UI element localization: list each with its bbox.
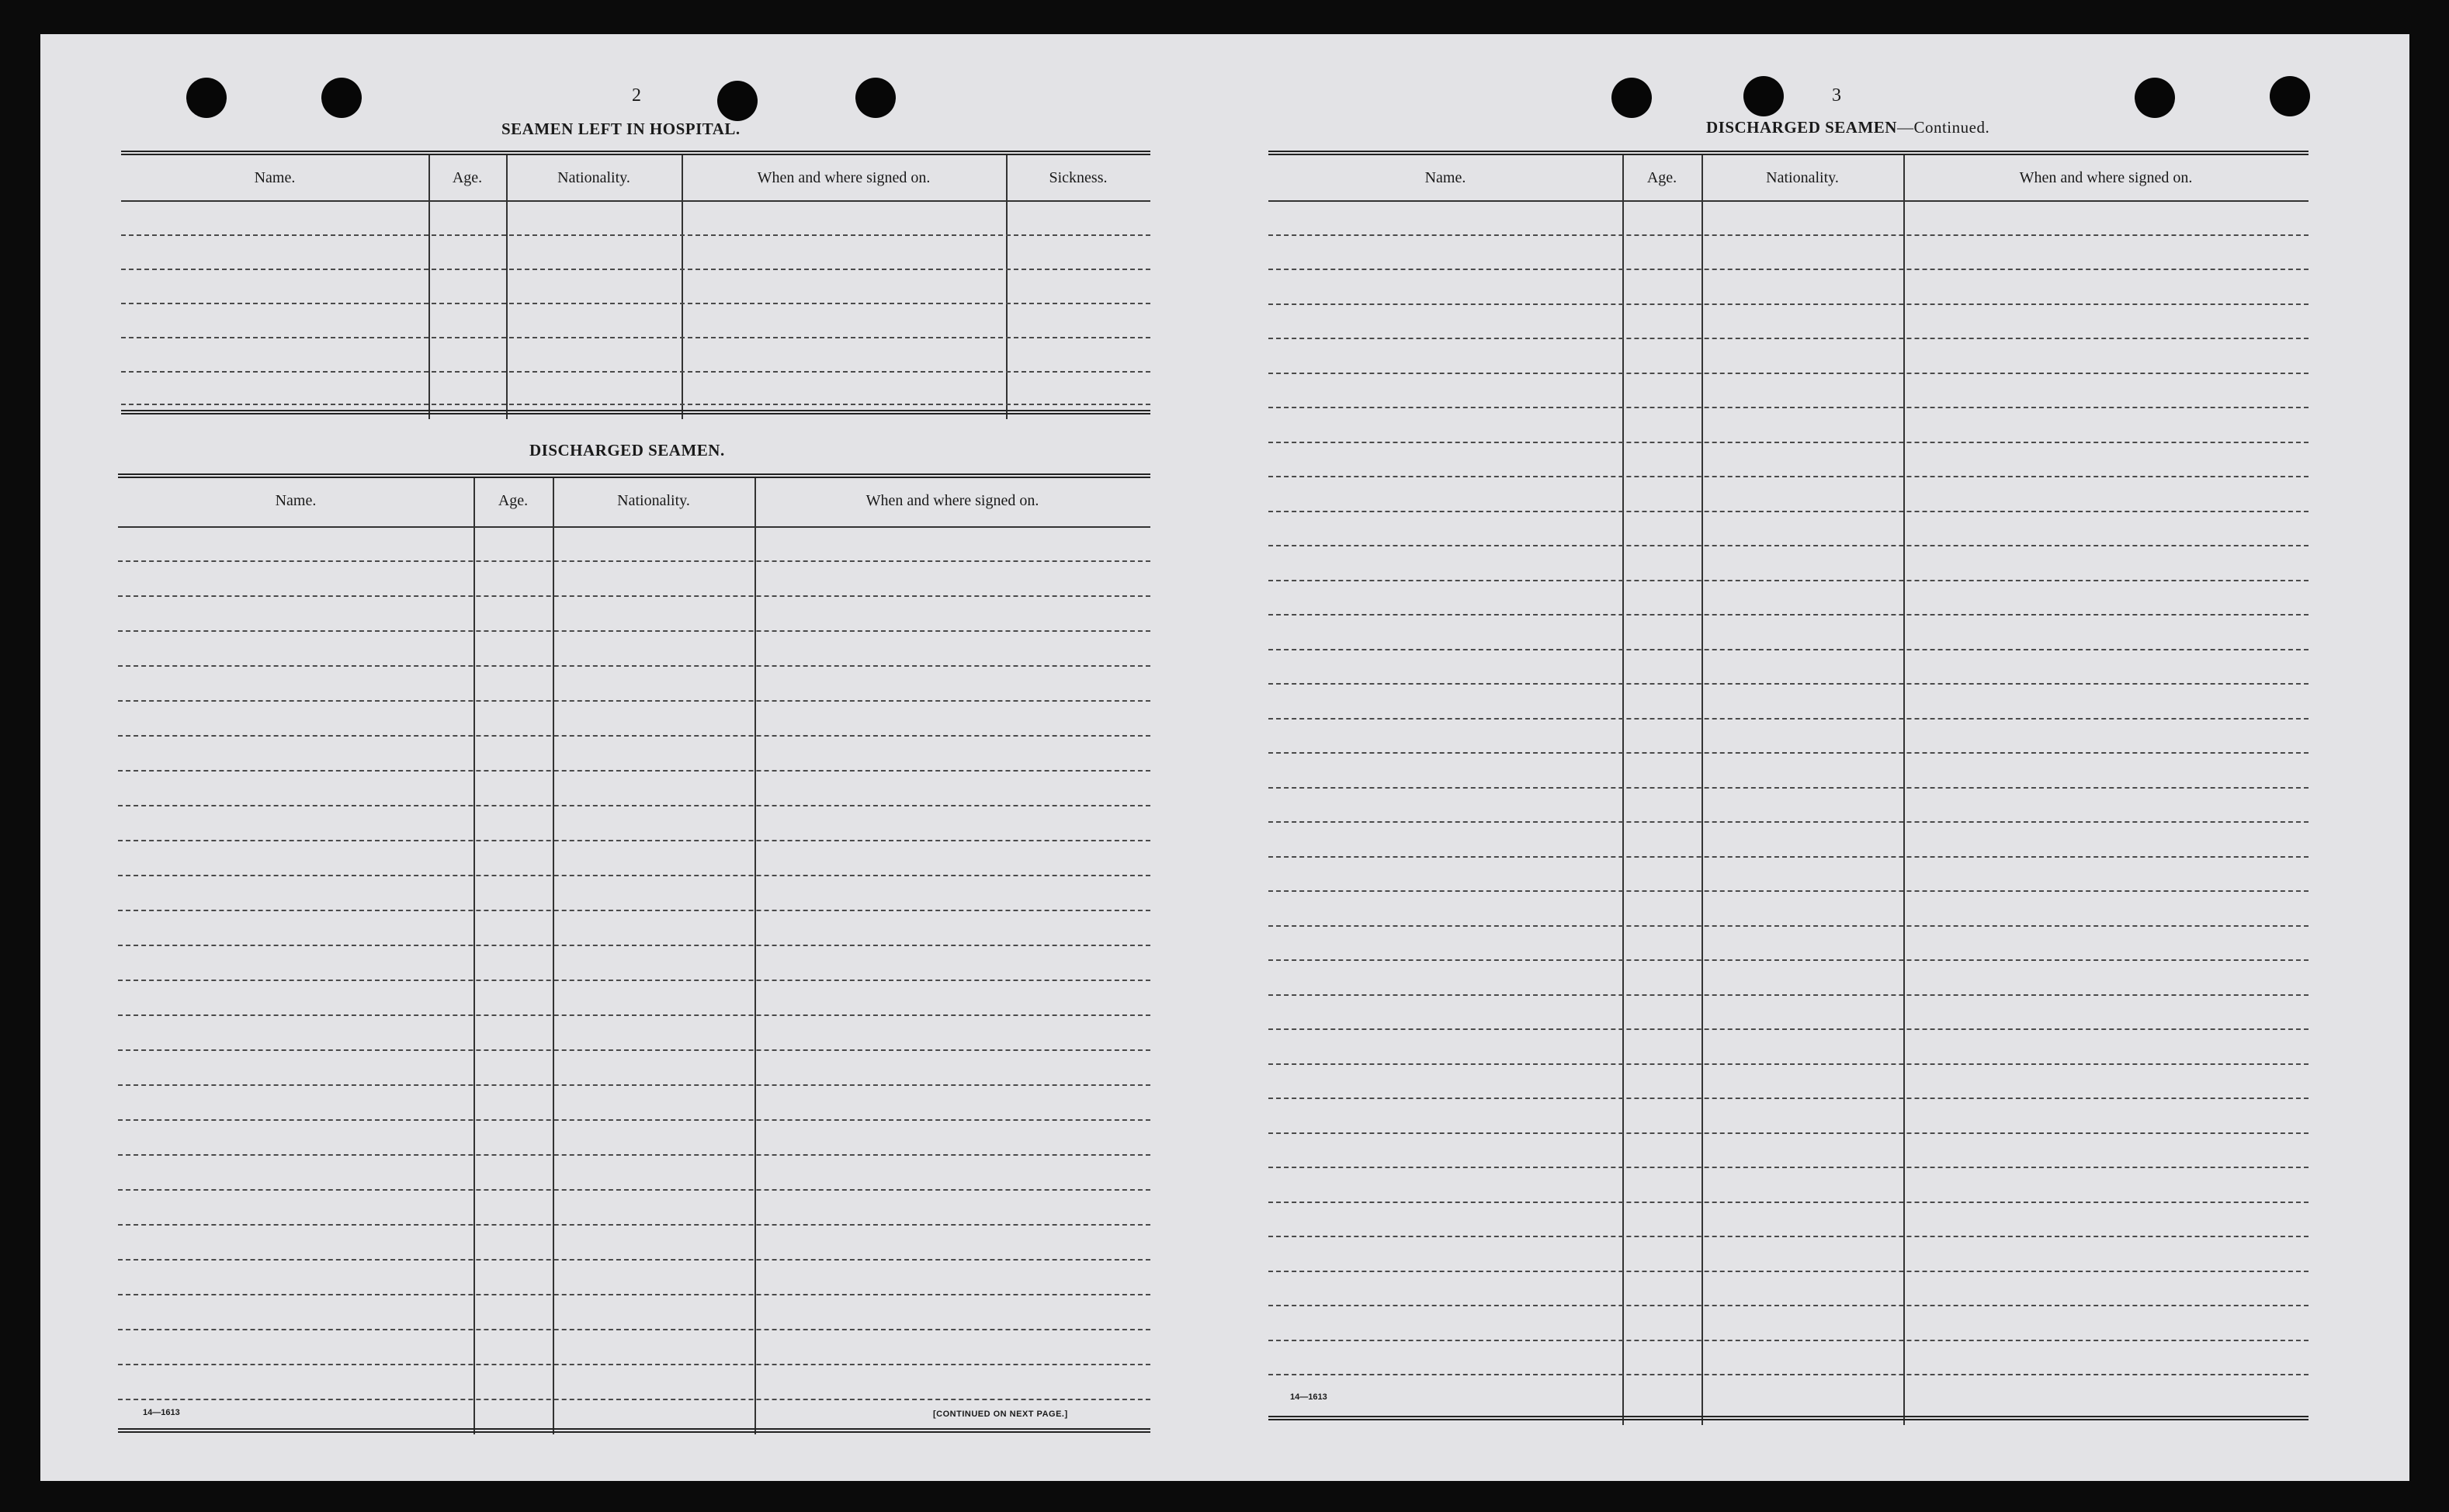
table-row <box>118 1084 1150 1086</box>
punch-hole <box>1611 78 1652 118</box>
column-divider <box>506 155 508 419</box>
table-row <box>1268 545 2309 546</box>
punch-hole <box>717 81 758 121</box>
column-header-nationality: Nationality. <box>1766 169 1839 186</box>
punch-hole <box>1743 76 1784 116</box>
punch-hole <box>2135 78 2175 118</box>
table-row <box>1268 994 2309 996</box>
punch-hole <box>321 78 362 118</box>
table-row <box>1268 683 2309 685</box>
hospital-section-title: SEAMEN LEFT IN HOSPITAL. <box>501 120 741 138</box>
form-sheet <box>40 34 2409 1481</box>
table-row <box>1268 1132 2309 1134</box>
column-divider <box>553 478 554 1434</box>
discharged-continued-title-main: DISCHARGED SEAMEN <box>1706 118 1897 137</box>
hospital-table <box>121 151 1150 425</box>
continued-note: [CONTINUED ON NEXT PAGE.] <box>933 1410 1068 1419</box>
column-divider <box>1701 155 1703 1425</box>
table-row <box>118 1364 1150 1365</box>
table-row <box>121 269 1150 270</box>
table-row <box>1268 821 2309 823</box>
table-row <box>118 1224 1150 1226</box>
table-top-rule <box>121 151 1150 155</box>
table-row <box>1268 1202 2309 1203</box>
table-row <box>121 371 1150 373</box>
table-row <box>1268 1167 2309 1168</box>
column-header-signed-on: When and where signed on. <box>2019 169 2193 186</box>
table-row <box>118 805 1150 806</box>
column-header-nationality: Nationality. <box>557 169 630 186</box>
table-top-rule <box>118 473 1150 478</box>
discharged-continued-title <box>1706 118 1989 137</box>
column-header-nationality: Nationality. <box>617 492 690 509</box>
column-divider <box>1006 155 1008 419</box>
table-row <box>1268 1340 2309 1341</box>
header-rule <box>118 526 1150 528</box>
header-rule <box>1268 200 2309 202</box>
table-row <box>1268 752 2309 754</box>
table-row <box>1268 511 2309 512</box>
column-header-signed-on: When and where signed on. <box>757 169 931 186</box>
table-row <box>1268 1236 2309 1237</box>
header-rule <box>121 200 1150 202</box>
table-row <box>1268 718 2309 720</box>
table-row <box>118 630 1150 632</box>
page-number: 2 <box>632 85 641 106</box>
column-divider <box>428 155 430 419</box>
table-row <box>1268 303 2309 305</box>
table-top-rule <box>1268 151 2309 155</box>
column-divider <box>754 478 756 1434</box>
table-row <box>118 910 1150 911</box>
table-row <box>121 337 1150 338</box>
table-row <box>1268 373 2309 374</box>
table-row <box>1268 1271 2309 1272</box>
table-row <box>1268 580 2309 581</box>
table-row <box>118 1399 1150 1400</box>
table-row <box>118 770 1150 772</box>
column-header-name: Name. <box>275 492 317 509</box>
table-row <box>118 1154 1150 1156</box>
column-header-age: Age. <box>498 492 529 509</box>
table-row <box>118 1329 1150 1330</box>
table-row <box>118 945 1150 946</box>
table-row <box>118 840 1150 841</box>
table-row <box>1268 1305 2309 1306</box>
form-code: 14—1613 <box>143 1408 180 1417</box>
discharged-continued-table <box>1268 151 2309 1424</box>
table-row <box>1268 856 2309 858</box>
table-row <box>118 595 1150 597</box>
table-row <box>1268 925 2309 927</box>
table-row <box>118 560 1150 562</box>
table-bottom-rule <box>118 1428 1150 1433</box>
table-row <box>118 1189 1150 1191</box>
table-row <box>121 303 1150 304</box>
table-row <box>118 1294 1150 1295</box>
column-divider <box>1622 155 1624 1425</box>
column-divider <box>1903 155 1905 1425</box>
column-header-signed-on: When and where signed on. <box>865 492 1039 509</box>
table-row <box>118 1049 1150 1051</box>
table-row <box>1268 1098 2309 1099</box>
table-row <box>1268 649 2309 650</box>
table-row <box>1268 890 2309 892</box>
punch-hole <box>186 78 227 118</box>
table-row <box>1268 1374 2309 1375</box>
table-bottom-rule <box>121 410 1150 414</box>
discharged-continued-title-suffix: —Continued. <box>1896 118 1990 137</box>
right-page <box>1225 34 2409 1481</box>
table-row <box>118 875 1150 876</box>
column-header-name: Name. <box>254 169 296 186</box>
left-page <box>40 34 1225 1481</box>
table-row <box>121 234 1150 236</box>
table-row <box>1268 614 2309 616</box>
table-row <box>118 735 1150 737</box>
column-header-sickness: Sickness. <box>1049 169 1108 186</box>
column-header-age: Age. <box>452 169 483 186</box>
discharged-section-title: DISCHARGED SEAMEN. <box>529 441 725 459</box>
table-row <box>1268 476 2309 477</box>
column-divider <box>473 478 475 1434</box>
table-row <box>1268 269 2309 270</box>
table-row <box>118 1014 1150 1016</box>
table-row <box>118 665 1150 667</box>
page-number: 3 <box>1832 85 1841 106</box>
table-row <box>118 980 1150 981</box>
form-code: 14—1613 <box>1290 1392 1327 1402</box>
punch-hole <box>2270 76 2310 116</box>
table-row <box>1268 407 2309 408</box>
table-row <box>118 700 1150 702</box>
column-header-age: Age. <box>1646 169 1677 186</box>
table-row <box>1268 959 2309 961</box>
punch-hole <box>855 78 896 118</box>
table-row <box>1268 787 2309 789</box>
table-row <box>1268 1063 2309 1065</box>
table-bottom-rule <box>1268 1416 2309 1420</box>
column-header-name: Name. <box>1424 169 1466 186</box>
discharged-table <box>118 473 1150 1441</box>
table-row <box>1268 442 2309 443</box>
table-row <box>121 404 1150 405</box>
column-divider <box>682 155 683 419</box>
table-row <box>118 1259 1150 1261</box>
table-row <box>1268 234 2309 236</box>
table-row <box>1268 338 2309 339</box>
table-row <box>118 1119 1150 1121</box>
table-row <box>1268 1028 2309 1030</box>
